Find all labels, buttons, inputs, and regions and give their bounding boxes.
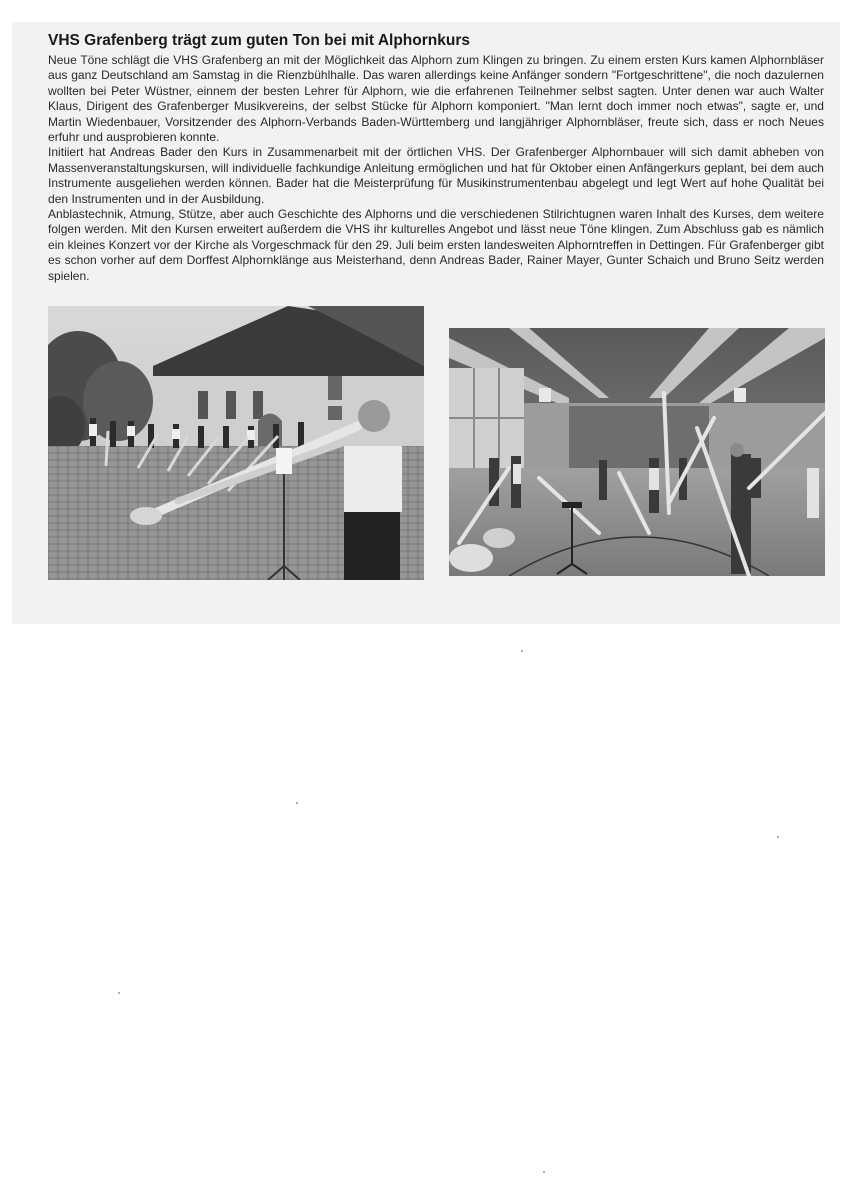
article-paragraph: Initiiert hat Andreas Bader den Kurs in Zusammenarbeit mit der örtlichen VHS. Der Grafenberger Alphornbauer will sich damit abheben von Massenveranstaltungskursen, will individuelle fachkundige Anleitung ermöglichen und hat für Oktober einen Anfängerkurs geplant, bei dem auch Instrumente ausgeliehen werden können. Bader hat die Meisterprüfung für Musikinstrumentenbau abgelegt und legt Wert auf hohe Qualität bei den Instrumenten und in der Ausbildung. [48, 145, 824, 206]
article-body [48, 53, 824, 284]
article-headline: VHS Grafenberg trägt zum guten Ton bei mit Alphornkurs [48, 32, 470, 49]
article-paragraph: Anblastechnik, Atmung, Stütze, aber auch Geschichte des Alphorns und die verschiedenen Stilrichtugnen waren Inhalt des Kurses, dem weitere folgen werden. Mit den Kursen erweitert außerdem die VHS ihr kulturelles Angebot und lässt neue Töne klingen. Zum Abschluss gab es nämlich ein kleines Konzert vor der Kirche als Vorgeschmack für den 29. Juli beim ersten landesweiten Alphorntreffen in Dettingen. Für Grafenberger gibt es schon vorher auf dem Dorffest Alphornklänge aus Meisterhand, denn Andreas Bader, Rainer Mayer, Gunter Schaich und Bruno Seitz werden spielen. [48, 207, 824, 283]
scan-speck [521, 650, 523, 652]
scan-speck [777, 836, 779, 838]
photo-alphorn-outdoor [48, 306, 424, 580]
scan-speck [118, 992, 120, 994]
scan-speck [296, 802, 298, 804]
photo-alphorn-indoor [449, 328, 825, 576]
article-paragraph: Neue Töne schlägt die VHS Grafenberg an mit der Möglichkeit das Alphorn zum Klingen zu bringen. Zu einem ersten Kurs kamen Alphornbläser aus ganz Deutschland am Samstag in die Rienzbühlhalle. Das waren allerdings keine Anfänger sondern "Fortgeschrittene", die noch dazulernen wollten bei Peter Wüstner, einnem der besten Lehrer für Alphorn, wie die erfahrenen Teilnehmer selbst sagten. Unter denen war auch Walter Klaus, Dirigent des Grafenberger Musikvereins, der selbst Stücke für Alphorn komponiert. "Man lernt doch immer noch etwas", sagte er, und Martin Wiedenbauer, Vorsitzender des Alphorn-Verbands Baden-Württemberg und langjähriger Alphornbläser, freute sich, dass er noch Neues erfuhr und ausprobieren konnte. [48, 53, 824, 145]
scan-speck [543, 1171, 545, 1173]
